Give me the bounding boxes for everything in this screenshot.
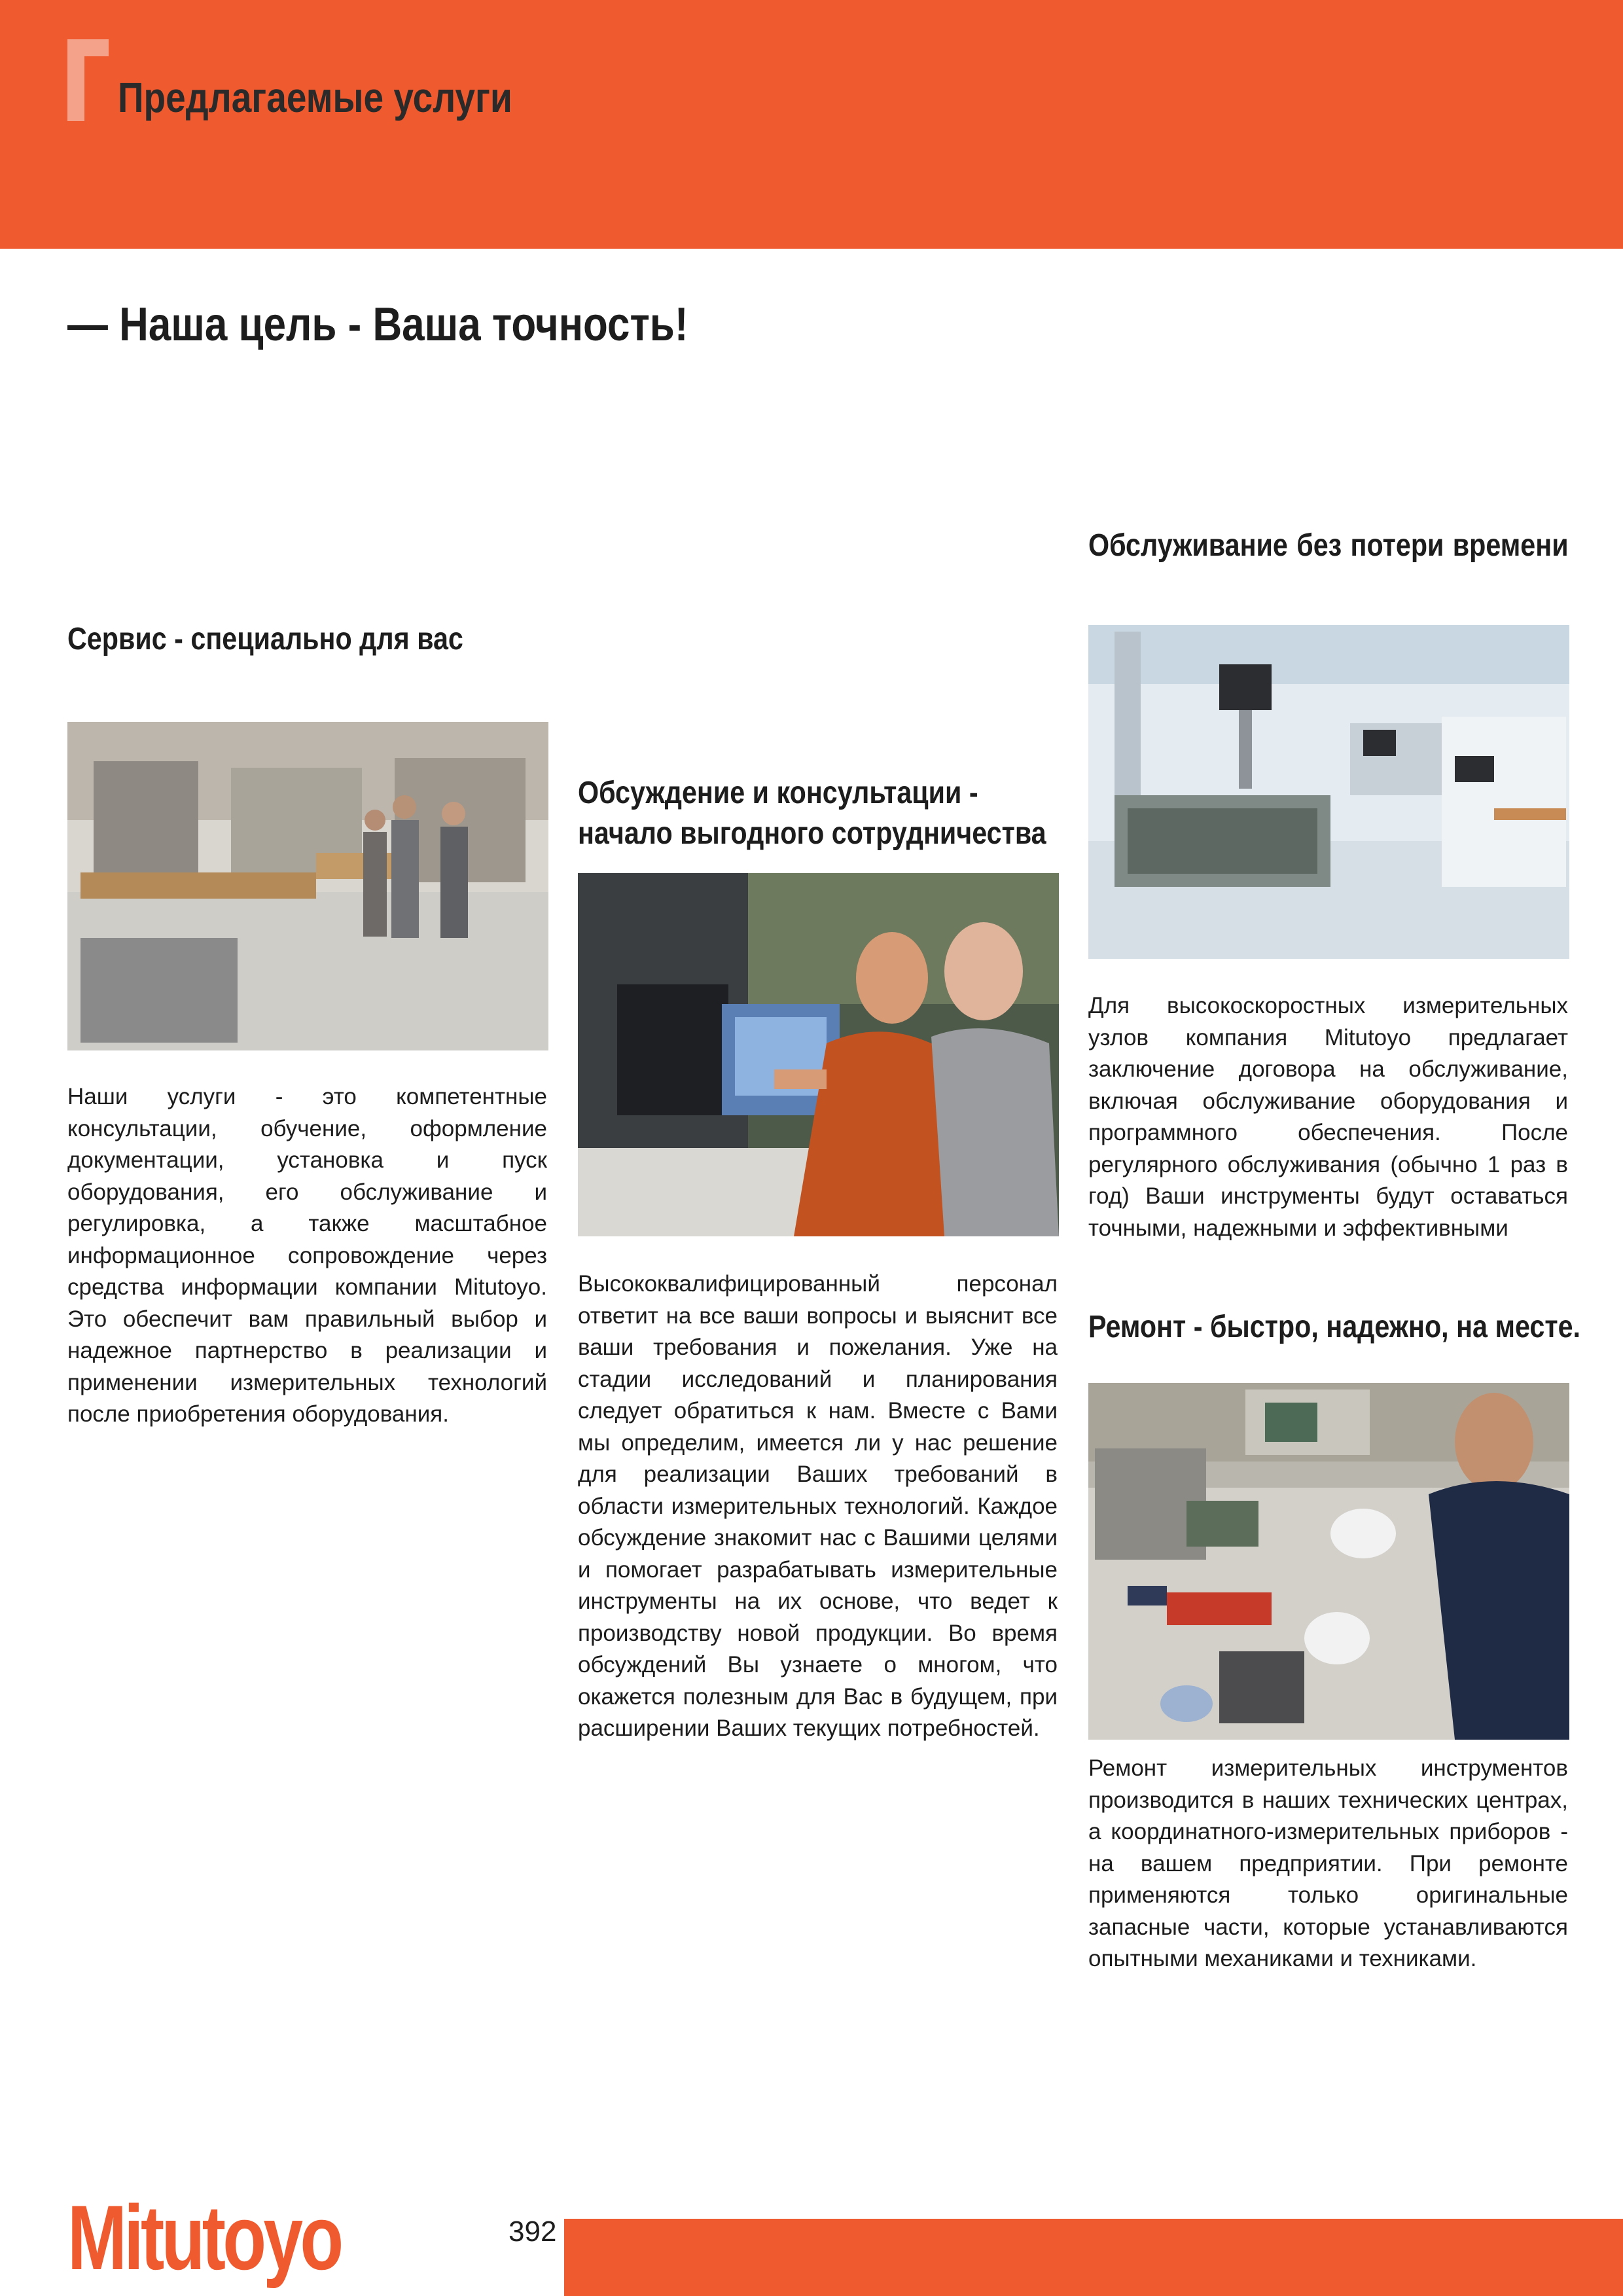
- consultation-photo-illustration: [578, 873, 1059, 1236]
- mitutoyo-logo: Mitutoyo: [67, 2186, 341, 2289]
- maintenance-heading: Обслуживание без потери времени: [1088, 528, 1569, 563]
- section-title: Предлагаемые услуги: [118, 74, 512, 121]
- footer-band: [564, 2219, 1623, 2296]
- slogan-heading: — Наша цель - Ваша точность!: [67, 298, 688, 351]
- corner-bracket-mark: [67, 39, 109, 121]
- consultation-heading-line2: начало выгодного сотрудничества: [578, 816, 1046, 851]
- showroom-photo-illustration: [67, 722, 548, 1050]
- repair-heading: Ремонт - быстро, надежно, на месте.: [1088, 1310, 1581, 1344]
- consultation-text: Высококвалифицированный персонал ответит на все ваши вопросы и выяснит все ваши требования и пожелания. Уже на стадии исследований и планирования следует обратиться к нам. Вместе с Вами мы определим, имеется ли у нас решение для реализации Ваших требований в области измерительных технологий. Каждое обсуждение знакомит нас с Вашими целями и помогает разрабатывать измерительные инструменты на их основе, что ведет к производству новой продукции. Во время обсуждений Вы узнаете о многом, что окажется полезным для Вас в будущем, при расширении Ваших текущих потребностей.: [578, 1271, 1058, 1741]
- consultation-photo: [578, 873, 1059, 1236]
- repair-photo-illustration: [1088, 1383, 1569, 1740]
- consultation-heading: [578, 773, 1046, 854]
- lab-photo-illustration: [1088, 625, 1569, 959]
- repair-text: Ремонт измерительных инструментов производится в наших технических центрах, а координатного-измерительных приборов - на вашем предприятии. При ремонте применяются только оригинальные запасные части, которые устанавливаются опытными механиками и техниками.: [1088, 1755, 1568, 1971]
- consultation-heading-line1: Обсуждение и консультации -: [578, 776, 978, 810]
- page-number: 392: [508, 2215, 557, 2248]
- maintenance-text: Для высокоскоростных измерительных узлов компания Mitutoyo предлагает заключение договора на обслуживание, включая обслуживание оборудования и программного обеспечения. После регулярного обслуживания (обычно 1 раз в год) Ваши инструменты будут оставаться точными, надежными и эффективными: [1088, 993, 1568, 1241]
- showroom-photo: [67, 722, 548, 1050]
- service-text: Наши услуги - это компетентные консультации, обучение, оформление документации, установка и пуск оборудования, его обслуживание и регулировка, а также масштабное информационное сопровождение через средства информации компании Mitutoyo. Это обеспечит вам правильный выбор и надежное партнерство в реализации и применении измерительных технологий после приобретения оборудования.: [67, 1084, 547, 1427]
- lab-photo: [1088, 625, 1569, 959]
- header-band: [0, 0, 1623, 249]
- service-heading: Сервис - специально для вас: [67, 622, 463, 656]
- repair-photo: [1088, 1383, 1569, 1740]
